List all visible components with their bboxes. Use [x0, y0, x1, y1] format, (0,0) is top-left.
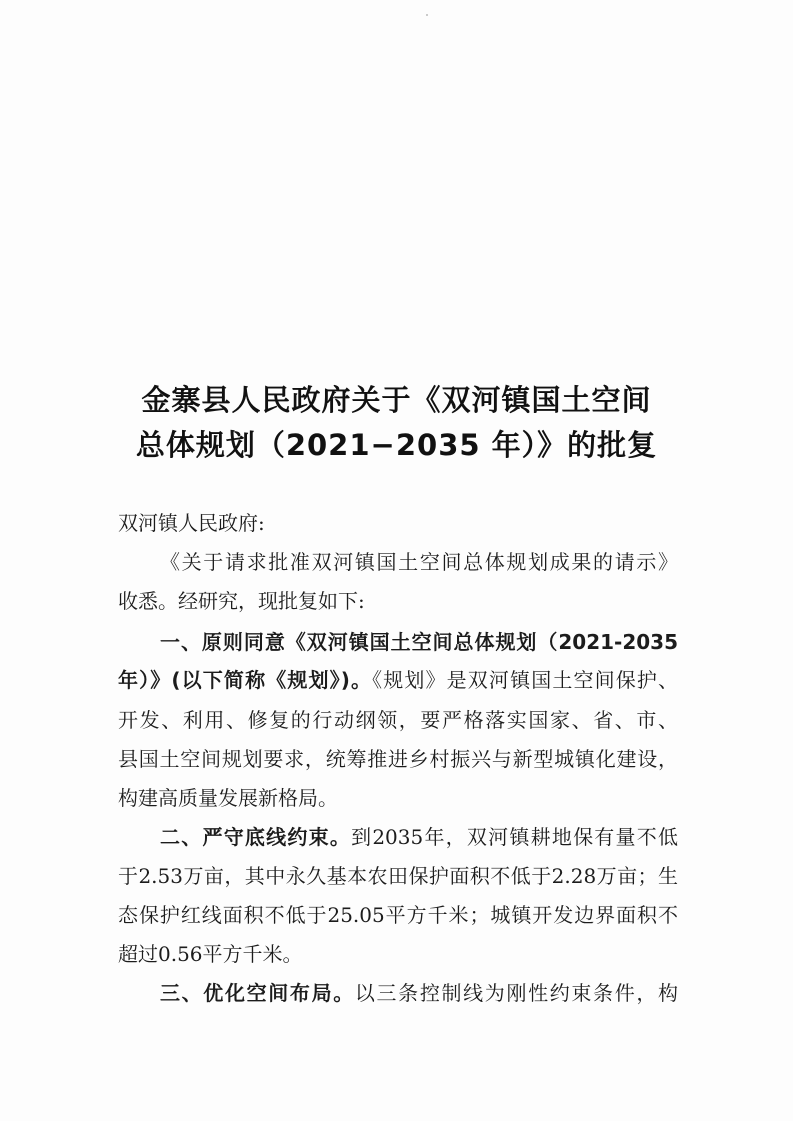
section-1-heading: 一、原则同意《双河镇国土空间总体规划（2021-2035 [160, 630, 678, 654]
section-2-text: 到2035年，双河镇耕地保有量不低 [351, 825, 679, 849]
section-1-heading-cont: 年）》(以下简称《规划》)。 [118, 668, 373, 692]
scan-speck [426, 14, 428, 16]
section-3-line-1 [160, 981, 678, 1005]
section-3-text: 以三条控制线为刚性约束条件，构 [354, 981, 679, 1005]
section-2-line-1 [160, 825, 678, 849]
section-1-line-5: 构建高质量发展新格局。 [118, 786, 338, 810]
document-title-line-1: 金寨县人民政府关于《双河镇国土空间 [141, 383, 652, 417]
section-2-heading: 二、严守底线约束。 [160, 825, 352, 849]
intro-line-2: 收悉。经研究，现批复如下: [118, 589, 365, 613]
section-2-line-4: 超过0.56平方千米。 [118, 942, 303, 966]
intro-line-1: 《关于请求批准双河镇国土空间总体规划成果的请示》 [160, 550, 678, 574]
section-1-line-1 [160, 630, 678, 654]
salutation: 双河镇人民政府: [118, 511, 265, 535]
section-3-heading: 三、优化空间布局。 [160, 981, 355, 1005]
document-title-line-2: 总体规划（2021−2035 年）》的批复 [135, 428, 658, 462]
section-1-line-3: 开发、利用、修复的行动纲领，要严格落实国家、省、市、 [118, 708, 678, 732]
section-2-line-2: 于2.53万亩，其中永久基本农田保护面积不低于2.28万亩；生 [118, 864, 678, 888]
section-1-text: 《规划》是双河镇国土空间保护、 [372, 668, 678, 692]
section-1-line-2 [118, 668, 678, 692]
section-1-line-4: 县国土空间规划要求，统筹推进乡村振兴与新型城镇化建设， [118, 747, 678, 771]
section-2-line-3: 态保护红线面积不低于25.05平方千米；城镇开发边界面积不 [118, 903, 678, 927]
